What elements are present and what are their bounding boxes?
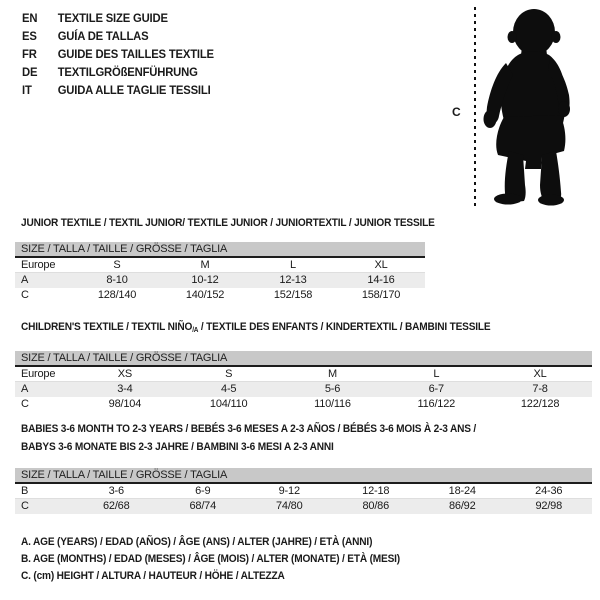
- size-table-body: [15, 484, 592, 514]
- size-value-cell: S: [113, 259, 121, 271]
- size-value-cell: 18-24: [448, 485, 476, 497]
- table-row: [15, 288, 425, 303]
- size-table-children: [15, 320, 592, 412]
- size-value-cell: 12-13: [279, 274, 307, 286]
- row-label: B: [21, 485, 29, 497]
- height-dotted-line: [474, 7, 476, 210]
- size-value-cell: 140/152: [185, 289, 225, 301]
- table-title-text: CHILDREN'S TEXTILE / TEXTIL NIÑO: [21, 321, 193, 333]
- language-code: IT: [22, 83, 32, 97]
- measurement-legend: [21, 534, 433, 585]
- size-value-cell: 122/128: [520, 398, 560, 410]
- size-value-cell: 9-12: [278, 485, 300, 497]
- size-value-cell: 110/116: [314, 398, 351, 410]
- table-title: [21, 320, 546, 338]
- legend-line-b: B. AGE (MONTHS) / EDAD (MESES) / ÂGE (MOIS) / ALTER (MONATE) / ETÀ (MESI): [21, 553, 400, 565]
- row-label: A: [21, 274, 29, 286]
- language-code: EN: [22, 11, 38, 25]
- size-table-babies: [15, 422, 592, 514]
- language-row-de: [22, 63, 214, 81]
- size-value-cell: 3-6: [108, 485, 124, 497]
- table-title-line2: BABYS 3-6 MONATE BIS 2-3 JAHRE / BAMBINI 3-6 MESI A 2-3 ANNI: [21, 441, 334, 453]
- size-value-cell: L: [433, 368, 440, 380]
- size-value-cell: 4-5: [221, 383, 237, 395]
- size-header-bar: SIZE / TALLA / TAILLE / GRÖSSE / TAGLIA: [15, 351, 592, 367]
- table-title-text: / TEXTILE DES ENFANTS / KINDERTEXTIL / BAMBINI TESSILE: [198, 321, 491, 333]
- table-row: [15, 484, 592, 499]
- size-value-cell: L: [290, 259, 296, 271]
- row-label: Europe: [21, 259, 56, 271]
- table-row: [15, 258, 425, 273]
- row-label: C: [21, 289, 29, 301]
- size-value-cell: 74/80: [275, 500, 303, 512]
- language-code: FR: [22, 47, 37, 61]
- size-value-cell: 8-10: [106, 274, 128, 286]
- row-label: C: [21, 398, 29, 410]
- size-value-cell: 152/158: [273, 289, 313, 301]
- size-value-cell: 128/140: [97, 289, 137, 301]
- size-value-cell: 62/68: [102, 500, 130, 512]
- table-row: [15, 273, 425, 288]
- row-label: C: [21, 500, 29, 512]
- size-value-cell: 14-16: [367, 274, 395, 286]
- size-value-cell: S: [225, 368, 233, 380]
- size-header-bar: SIZE / TALLA / TAILLE / GRÖSSE / TAGLIA: [15, 468, 592, 484]
- language-label: GUÍA DE TALLAS: [57, 29, 149, 43]
- size-value-cell: 3-4: [117, 383, 133, 395]
- size-value-cell: 10-12: [191, 274, 219, 286]
- table-row: [15, 382, 592, 397]
- table-title: [21, 216, 435, 234]
- legend-line-c: C. (cm) HEIGHT / ALTURA / HAUTEUR / HÖHE / ALTEZZA: [21, 570, 285, 582]
- size-value-cell: 7-8: [532, 383, 548, 395]
- height-c-label: C: [452, 105, 461, 119]
- size-table-junior: [15, 216, 435, 303]
- baby-silhouette-icon: [482, 5, 594, 209]
- size-header-bar: SIZE / TALLA / TAILLE / GRÖSSE / TAGLIA: [15, 242, 425, 258]
- language-row-it: [22, 81, 214, 99]
- language-label: TEXTILE SIZE GUIDE: [57, 11, 168, 25]
- size-value-cell: 116/122: [417, 398, 456, 410]
- table-title-subscript: /A: [192, 327, 199, 334]
- size-value-cell: 104/110: [209, 398, 248, 410]
- size-value-cell: 6-9: [195, 485, 211, 497]
- size-value-cell: 5-6: [324, 383, 341, 395]
- language-code: DE: [22, 65, 38, 79]
- language-list: [22, 9, 226, 99]
- language-row-es: [22, 27, 214, 45]
- language-code: ES: [22, 29, 37, 43]
- table-row: [15, 367, 592, 382]
- size-value-cell: XL: [533, 368, 547, 380]
- language-label: GUIDA ALLE TAGLIE TESSILI: [57, 83, 211, 97]
- size-table-body: [15, 367, 592, 412]
- size-value-cell: M: [328, 368, 337, 380]
- size-value-cell: 98/104: [108, 398, 142, 410]
- table-row: [15, 499, 592, 514]
- size-value-cell: 92/98: [535, 500, 563, 512]
- language-row-fr: [22, 45, 214, 63]
- legend-line-a: A. AGE (YEARS) / EDAD (AÑOS) / ÂGE (ANS) / ALTER (JAHRE) / ETÀ (ANNI): [21, 536, 373, 548]
- size-value-cell: M: [200, 259, 210, 271]
- size-value-cell: 158/170: [361, 289, 401, 301]
- table-title: [21, 422, 546, 454]
- row-label: Europe: [21, 368, 56, 380]
- language-label: TEXTILGRÖßENFÜHRUNG: [57, 65, 198, 79]
- size-value-cell: XS: [117, 368, 133, 380]
- language-row-en: [22, 9, 214, 27]
- table-title-text: JUNIOR TEXTILE / TEXTIL JUNIOR/ TEXTILE JUNIOR / JUNIORTEXTIL / JUNIOR TESSILE: [21, 217, 435, 229]
- table-title-text: BABIES 3-6 MONTH TO 2-3 YEARS / BEBÉS 3-6 MESES A 2-3 AÑOS / BÉBÉS 3-6 MOIS À 2-3 ANS /: [21, 423, 477, 435]
- size-value-cell: 86/92: [448, 500, 476, 512]
- size-value-cell: 80/86: [362, 500, 390, 512]
- table-row: [15, 397, 592, 412]
- row-label: A: [21, 383, 29, 395]
- size-value-cell: 68/74: [189, 500, 217, 512]
- size-value-cell: 12-18: [362, 485, 390, 497]
- size-value-cell: 24-36: [535, 485, 563, 497]
- size-value-cell: XL: [374, 259, 388, 271]
- size-table-body: [15, 258, 425, 303]
- language-label: GUIDE DES TAILLES TEXTILE: [57, 47, 214, 61]
- size-value-cell: 6-7: [428, 383, 444, 395]
